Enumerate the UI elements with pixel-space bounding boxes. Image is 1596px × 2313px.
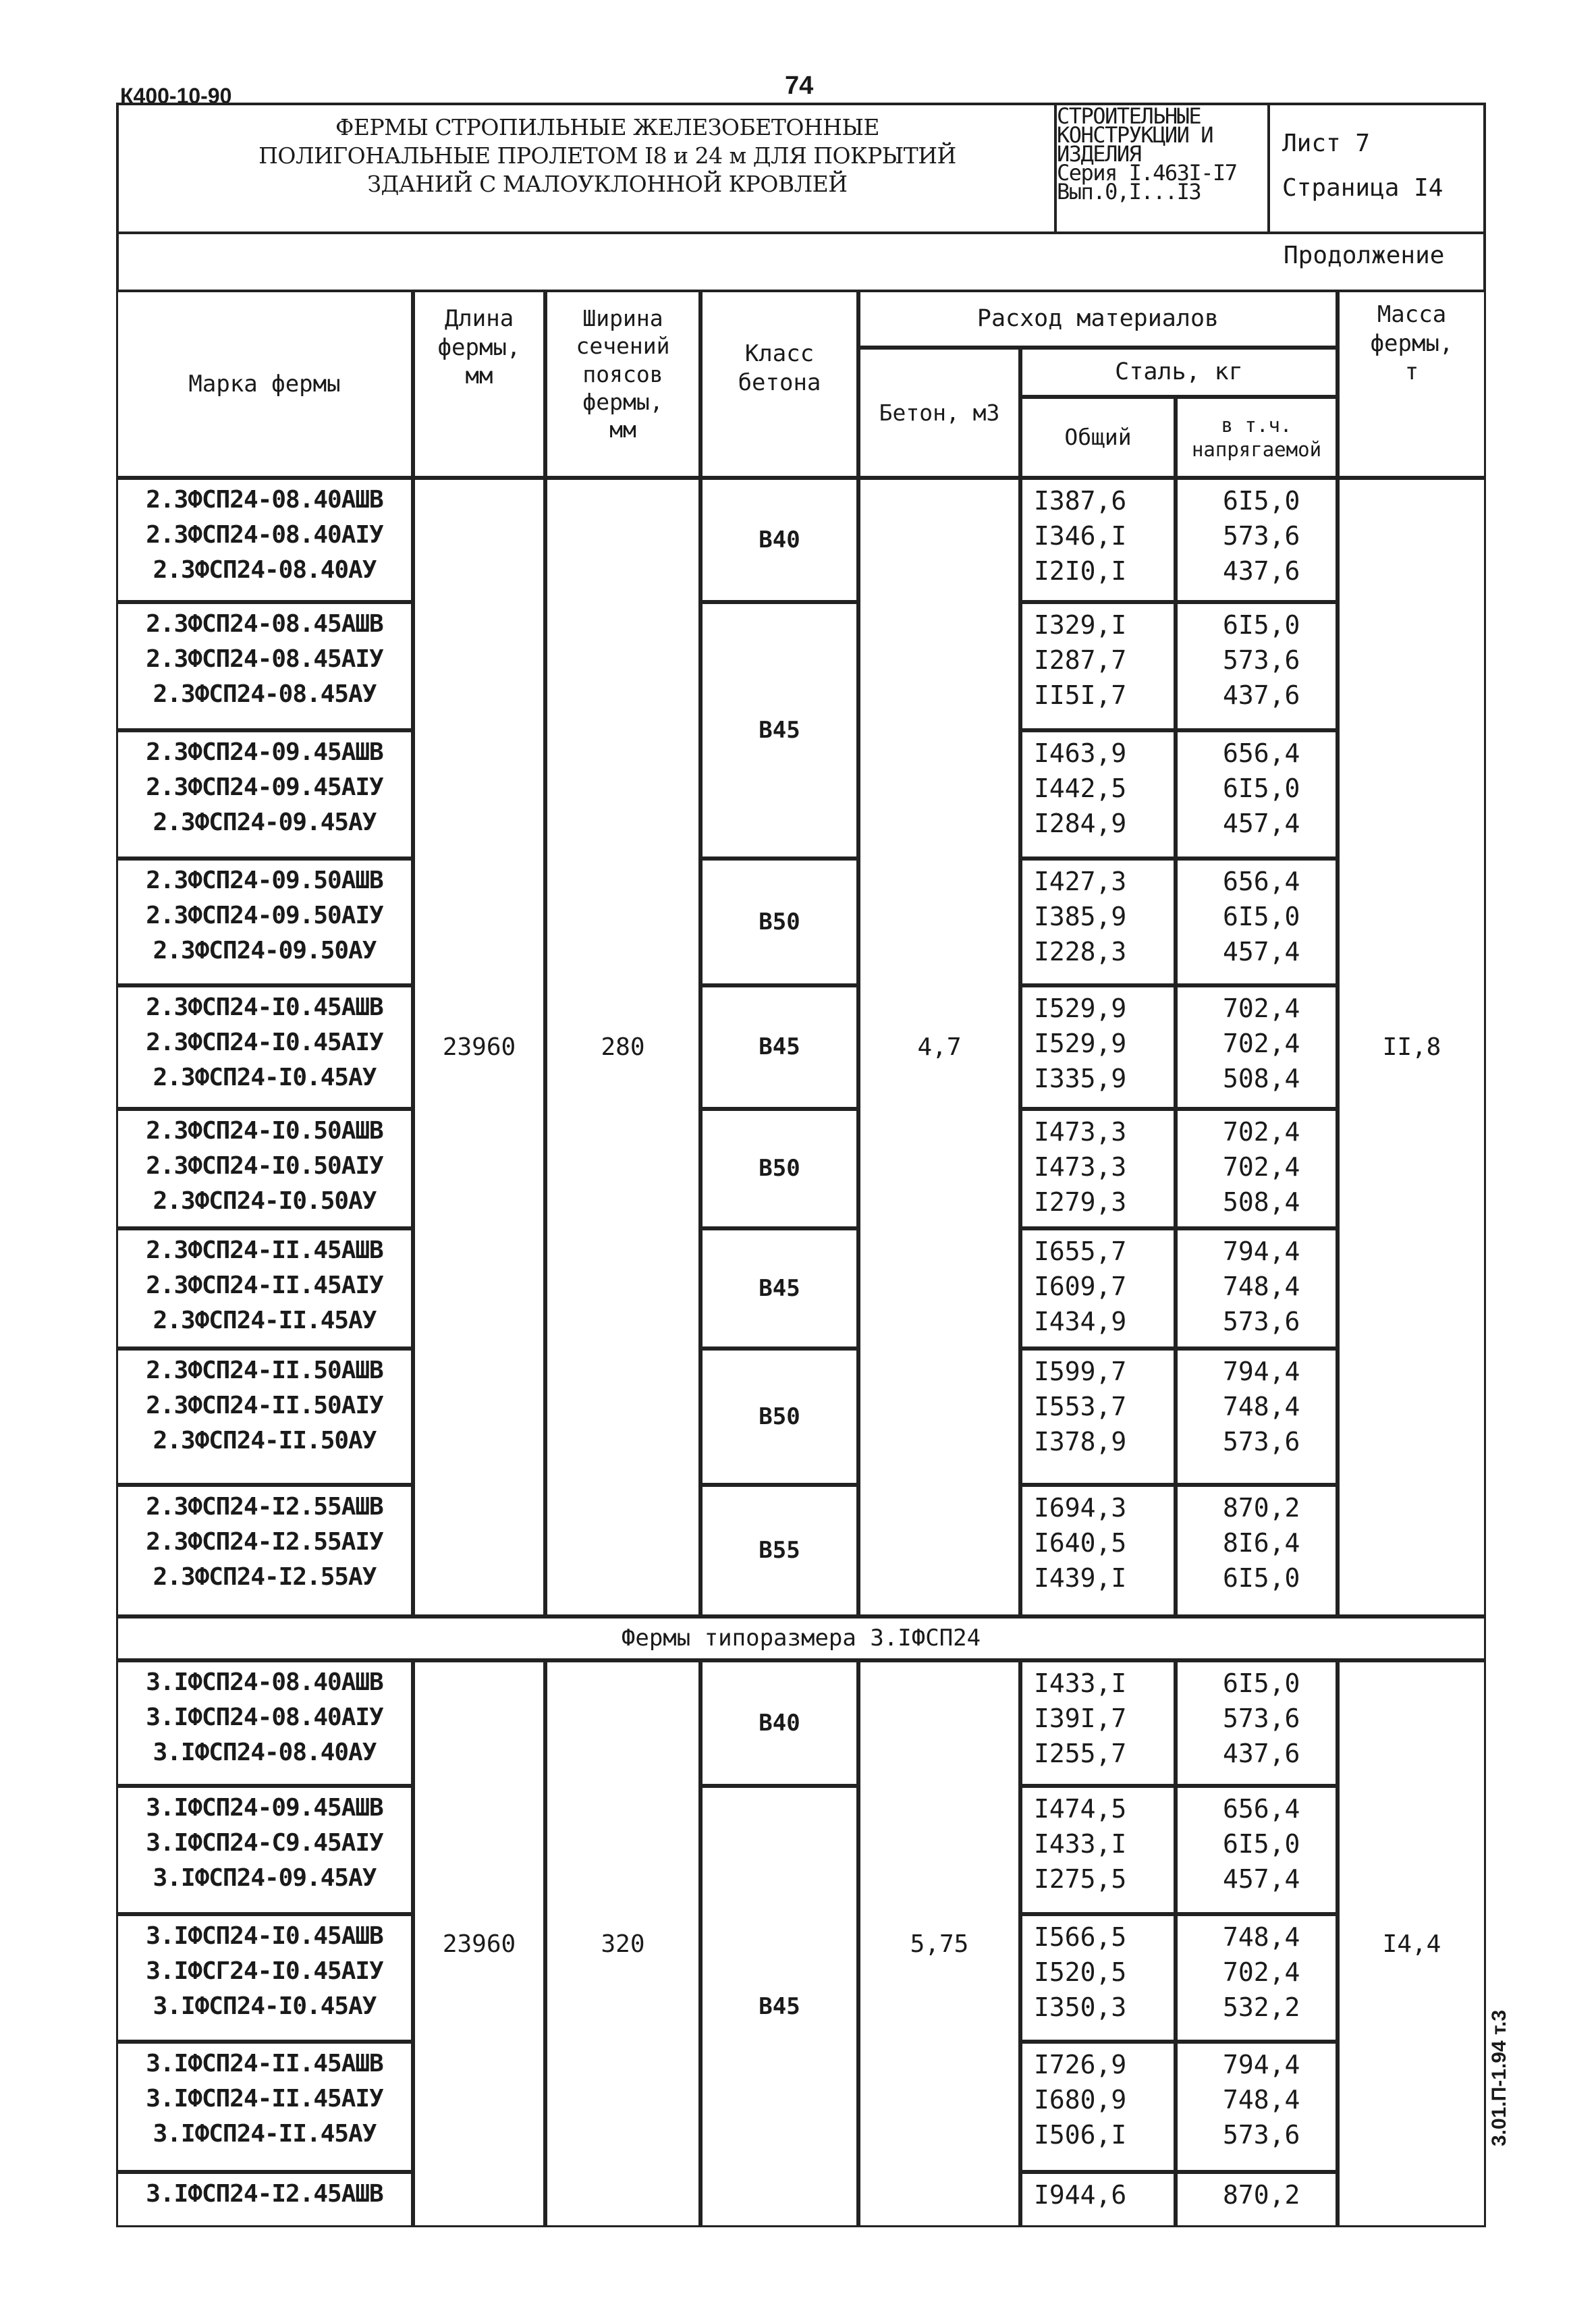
concrete-class: В40 bbox=[700, 1660, 858, 1786]
steel-total: I944,6 bbox=[1034, 2180, 1127, 2210]
series-line: КОНСТРУКЦИИ И bbox=[1057, 122, 1213, 148]
steel-total: I553,7 bbox=[1034, 1392, 1127, 1421]
truss-mark: 3.IФСП24-С9.45АIУ bbox=[146, 1829, 383, 1857]
steel-total: I427,3 bbox=[1034, 867, 1127, 896]
steel-prestressed: 6I5,0 bbox=[1223, 1563, 1300, 1593]
steel-total: I473,3 bbox=[1034, 1117, 1127, 1147]
header-mass bbox=[1338, 290, 1486, 478]
steel-prestressed: 6I5,0 bbox=[1223, 1829, 1300, 1859]
width-value: 280 bbox=[545, 478, 700, 1616]
steel-prestressed: 532,2 bbox=[1223, 1992, 1300, 2022]
header-line: сечений bbox=[576, 333, 670, 360]
steel-total: I655,7 bbox=[1034, 1236, 1127, 1266]
header-concrete: Бетон, м3 bbox=[858, 348, 1020, 478]
steel-total: I2I0,I bbox=[1034, 556, 1127, 586]
header-line: бетона bbox=[738, 369, 821, 396]
truss-mark: 2.3ФСП24-08.45АУ bbox=[153, 680, 377, 708]
steel-total: I287,7 bbox=[1034, 645, 1127, 675]
concrete-class: В55 bbox=[700, 1485, 858, 1616]
header-length bbox=[413, 290, 545, 478]
steel-prestressed: 6I5,0 bbox=[1223, 1668, 1300, 1698]
truss-mark: 2.3ФСП24-I0.45АУ bbox=[153, 1064, 377, 1091]
steel-prestressed: 656,4 bbox=[1223, 867, 1300, 896]
header-class-text bbox=[738, 339, 821, 397]
series-line: ИЗДЕЛИЯ bbox=[1057, 141, 1141, 167]
steel-total: I433,I bbox=[1034, 1829, 1127, 1859]
length-value: 23960 bbox=[413, 1660, 545, 2227]
truss-mark: 3.IФСП24-I0.45АУ bbox=[153, 1992, 377, 2020]
steel-total: I463,9 bbox=[1034, 738, 1127, 768]
steel-prestressed: 748,4 bbox=[1223, 1272, 1300, 1301]
truss-mark: 2.3ФСП24-II.45АУ bbox=[153, 1307, 377, 1334]
header-consumption: Расход материалов bbox=[858, 290, 1338, 348]
truss-mark: 2.3ФСП24-I0.50АШВ bbox=[146, 1117, 383, 1145]
steel-prestressed: 702,4 bbox=[1223, 1117, 1300, 1147]
header-line: мм bbox=[465, 362, 493, 389]
steel-prestressed: 573,6 bbox=[1223, 1704, 1300, 1733]
steel-total: I566,5 bbox=[1034, 1922, 1127, 1952]
steel-total: II5I,7 bbox=[1034, 680, 1127, 710]
steel-total: I442,5 bbox=[1034, 773, 1127, 803]
steel-prestressed: 437,6 bbox=[1223, 556, 1300, 586]
header-line: в т.ч. bbox=[1221, 413, 1292, 437]
truss-mark: 3.IФСП24-09.45АШВ bbox=[146, 1794, 383, 1822]
header-line: т bbox=[1404, 358, 1419, 385]
truss-mark: 2.3ФСП24-09.45АУ bbox=[153, 809, 377, 836]
title-line: ЗДАНИЙ С МАЛОУКЛОННОЙ КРОВЛЕЙ bbox=[367, 171, 848, 197]
concrete-volume: 4,7 bbox=[858, 478, 1020, 1616]
steel-total: I335,9 bbox=[1034, 1064, 1127, 1093]
truss-mark: 2.3ФСП24-09.45АIУ bbox=[146, 773, 383, 801]
steel-total: I385,9 bbox=[1034, 902, 1127, 931]
steel-total: I694,3 bbox=[1034, 1493, 1127, 1523]
steel-total: I228,3 bbox=[1034, 937, 1127, 967]
steel-prestressed: 6I5,0 bbox=[1223, 610, 1300, 640]
steel-prestressed: 656,4 bbox=[1223, 738, 1300, 768]
series-line: Вып.0,I...I3 bbox=[1057, 179, 1201, 205]
truss-mark: 3.IФСП24-08.40АШВ bbox=[146, 1668, 383, 1696]
steel-total: I609,7 bbox=[1034, 1272, 1127, 1301]
steel-total: I387,6 bbox=[1034, 486, 1127, 516]
title-line: ПОЛИГОНАЛЬНЫЕ ПРОЛЕТОМ I8 и 24 м ДЛЯ ПОКРЫТИЙ bbox=[258, 142, 956, 169]
header-line: поясов bbox=[582, 360, 663, 387]
concrete-volume: 5,75 bbox=[858, 1660, 1020, 2227]
steel-prestressed: 573,6 bbox=[1223, 1427, 1300, 1457]
steel-prestressed: 457,4 bbox=[1223, 937, 1300, 967]
concrete-class: В50 bbox=[700, 859, 858, 985]
steel-total: I39I,7 bbox=[1034, 1704, 1127, 1733]
truss-mark: 2.3ФСП24-II.50АIУ bbox=[146, 1392, 383, 1419]
header-mark: Марка фермы bbox=[116, 290, 413, 478]
steel-total: I726,9 bbox=[1034, 2050, 1127, 2079]
steel-total: I275,5 bbox=[1034, 1864, 1127, 1894]
steel-prestressed: 508,4 bbox=[1223, 1064, 1300, 1093]
header-prestressed bbox=[1176, 397, 1338, 478]
header-line: Длина bbox=[444, 305, 514, 332]
concrete-class: В50 bbox=[700, 1109, 858, 1228]
truss-mark: 2.3ФСП24-I0.45АIУ bbox=[146, 1029, 383, 1056]
steel-total: I473,3 bbox=[1034, 1152, 1127, 1182]
truss-mark: 2.3ФСП24-I0.45АШВ bbox=[146, 994, 383, 1021]
truss-mark: 3.IФСП24-II.45АУ bbox=[153, 2120, 377, 2148]
header-class bbox=[700, 290, 858, 478]
steel-total: I680,9 bbox=[1034, 2085, 1127, 2115]
steel-total: I474,5 bbox=[1034, 1794, 1127, 1824]
steel-prestressed: 702,4 bbox=[1223, 1029, 1300, 1058]
header-line: мм bbox=[609, 416, 636, 443]
steel-total: I433,I bbox=[1034, 1668, 1127, 1698]
steel-prestressed: 702,4 bbox=[1223, 1957, 1300, 1987]
steel-prestressed: 656,4 bbox=[1223, 1794, 1300, 1824]
truss-mark: 2.3ФСП24-08.40АIУ bbox=[146, 521, 383, 549]
header-prestressed-text bbox=[1192, 413, 1321, 462]
header-line: фермы, bbox=[437, 333, 521, 361]
truss-mark: 2.3ФСП24-08.40АШВ bbox=[146, 486, 383, 514]
steel-prestressed: 573,6 bbox=[1223, 645, 1300, 675]
steel-total: I529,9 bbox=[1034, 994, 1127, 1023]
steel-total: I279,3 bbox=[1034, 1187, 1127, 1217]
header-width bbox=[545, 290, 700, 478]
sheet-label: Лист 7 bbox=[1282, 130, 1371, 157]
truss-mark: 2.3ФСП24-09.50АШВ bbox=[146, 867, 383, 894]
steel-prestressed: 573,6 bbox=[1223, 521, 1300, 551]
steel-prestressed: 748,4 bbox=[1223, 1922, 1300, 1952]
concrete-class: В45 bbox=[700, 1786, 858, 2227]
concrete-class: В50 bbox=[700, 1349, 858, 1485]
steel-total: I520,5 bbox=[1034, 1957, 1127, 1987]
header-line: фермы, bbox=[582, 388, 663, 415]
series-line: СТРОИТЕЛЬНЫЕ bbox=[1057, 103, 1201, 129]
page-number: 74 bbox=[785, 72, 814, 100]
truss-mark: 3.IФСП24-I0.45АШВ bbox=[146, 1922, 383, 1950]
truss-mark: 3.IФСГ24-I0.45АIУ bbox=[146, 1957, 383, 1985]
steel-prestressed: 6I5,0 bbox=[1223, 773, 1300, 803]
steel-total: I640,5 bbox=[1034, 1528, 1127, 1558]
steel-prestressed: 794,4 bbox=[1223, 1357, 1300, 1386]
steel-prestressed: 508,4 bbox=[1223, 1187, 1300, 1217]
steel-prestressed: 573,6 bbox=[1223, 2120, 1300, 2150]
steel-prestressed: 437,6 bbox=[1223, 680, 1300, 710]
truss-mark: 2.3ФСП24-08.45АШВ bbox=[146, 610, 383, 638]
continuation-strip bbox=[116, 232, 1486, 292]
steel-total: I434,9 bbox=[1034, 1307, 1127, 1336]
truss-mark: 2.3ФСП24-I0.50АIУ bbox=[146, 1152, 383, 1180]
series-line: Серия I.463I-I7 bbox=[1057, 160, 1237, 186]
truss-mark: 3.IФСП24-09.45АУ bbox=[153, 1864, 377, 1892]
section-title: Фермы типоразмера 3.IФСП24 bbox=[116, 1616, 1486, 1660]
steel-prestressed: 437,6 bbox=[1223, 1739, 1300, 1768]
truss-mark: 2.3ФСП24-I2.55АУ bbox=[153, 1563, 377, 1591]
width-value: 320 bbox=[545, 1660, 700, 2227]
steel-prestressed: 573,6 bbox=[1223, 1307, 1300, 1336]
steel-prestressed: 794,4 bbox=[1223, 2050, 1300, 2079]
steel-prestressed: 870,2 bbox=[1223, 1493, 1300, 1523]
steel-prestressed: 8I6,4 bbox=[1223, 1528, 1300, 1558]
truss-mass: II,8 bbox=[1338, 478, 1486, 1616]
length-value: 23960 bbox=[413, 478, 545, 1616]
header-width-text bbox=[576, 304, 669, 443]
truss-mark: 3.IФСП24-08.40АУ bbox=[153, 1739, 377, 1766]
truss-mark: 2.3ФСП24-09.45АШВ bbox=[146, 738, 383, 766]
header-total: Общий bbox=[1020, 397, 1176, 478]
steel-total: I255,7 bbox=[1034, 1739, 1127, 1768]
steel-prestressed: 748,4 bbox=[1223, 2085, 1300, 2115]
truss-mark: 2.3ФСП24-I2.55АIУ bbox=[146, 1528, 383, 1556]
truss-mass: I4,4 bbox=[1338, 1660, 1486, 2227]
header-steel: Сталь, кг bbox=[1020, 348, 1338, 397]
steel-total: I329,I bbox=[1034, 610, 1127, 640]
header-line: Класс bbox=[744, 340, 815, 367]
steel-total: I350,3 bbox=[1034, 1992, 1127, 2022]
side-stamp: 3.01.П-1.94 т.3 bbox=[1488, 2009, 1510, 2146]
truss-mark: 3.IФСП24-08.40АIУ bbox=[146, 1704, 383, 1731]
concrete-class: В45 bbox=[700, 985, 858, 1109]
truss-mark: 2.3ФСП24-II.50АУ bbox=[153, 1427, 377, 1454]
truss-mark: 2.3ФСП24-I0.50АУ bbox=[153, 1187, 377, 1215]
steel-prestressed: 702,4 bbox=[1223, 1152, 1300, 1182]
concrete-class: В45 bbox=[700, 1228, 858, 1349]
truss-mark: 2.3ФСП24-08.40АУ bbox=[153, 556, 377, 584]
steel-total: I529,9 bbox=[1034, 1029, 1127, 1058]
header-line: напрягаемой bbox=[1191, 438, 1322, 461]
truss-mark: 3.IФСП24-I2.45АШВ bbox=[146, 2180, 383, 2208]
header-line: фермы, bbox=[1370, 329, 1454, 357]
continuation-label: Продолжение bbox=[1284, 242, 1445, 269]
steel-prestressed: 870,2 bbox=[1223, 2180, 1300, 2210]
truss-mark: 3.IФСП24-II.45АШВ bbox=[146, 2050, 383, 2077]
header-line: Масса bbox=[1377, 301, 1447, 328]
steel-prestressed: 794,4 bbox=[1223, 1236, 1300, 1266]
steel-prestressed: 6I5,0 bbox=[1223, 486, 1300, 516]
truss-mark: 2.3ФСП24-I2.55АШВ bbox=[146, 1493, 383, 1521]
truss-mark: 2.3ФСП24-09.50АIУ bbox=[146, 902, 383, 929]
truss-mark: 2.3ФСП24-II.45АIУ bbox=[146, 1272, 383, 1299]
title-line: ФЕРМЫ СТРОПИЛЬНЫЕ ЖЕЛЕЗОБЕТОННЫЕ bbox=[335, 114, 880, 140]
series-info bbox=[1057, 103, 1273, 205]
document-title bbox=[202, 113, 1012, 198]
concrete-class: В40 bbox=[700, 478, 858, 602]
materials-table bbox=[116, 290, 1486, 2227]
steel-total: I506,I bbox=[1034, 2120, 1127, 2150]
concrete-class: В45 bbox=[700, 602, 858, 859]
page-label: Страница I4 bbox=[1282, 174, 1443, 202]
steel-total: I378,9 bbox=[1034, 1427, 1127, 1457]
header-length-text bbox=[438, 304, 521, 391]
truss-mark: 2.3ФСП24-08.45АIУ bbox=[146, 645, 383, 673]
steel-prestressed: 6I5,0 bbox=[1223, 902, 1300, 931]
truss-mark: 2.3ФСП24-II.50АШВ bbox=[146, 1357, 383, 1384]
steel-total: I284,9 bbox=[1034, 809, 1127, 838]
steel-prestressed: 702,4 bbox=[1223, 994, 1300, 1023]
header-line: Ширина bbox=[582, 305, 663, 331]
document-code: К400-10-90 bbox=[120, 84, 232, 108]
truss-mark: 2.3ФСП24-II.45АШВ bbox=[146, 1236, 383, 1264]
steel-prestressed: 457,4 bbox=[1223, 1864, 1300, 1894]
steel-total: I439,I bbox=[1034, 1563, 1127, 1593]
steel-total: I346,I bbox=[1034, 521, 1127, 551]
header-mass-text bbox=[1371, 300, 1454, 387]
steel-total: I599,7 bbox=[1034, 1357, 1127, 1386]
truss-mark: 3.IФСП24-II.45АIУ bbox=[146, 2085, 383, 2113]
steel-prestressed: 457,4 bbox=[1223, 809, 1300, 838]
steel-prestressed: 748,4 bbox=[1223, 1392, 1300, 1421]
truss-mark: 2.3ФСП24-09.50АУ bbox=[153, 937, 377, 964]
